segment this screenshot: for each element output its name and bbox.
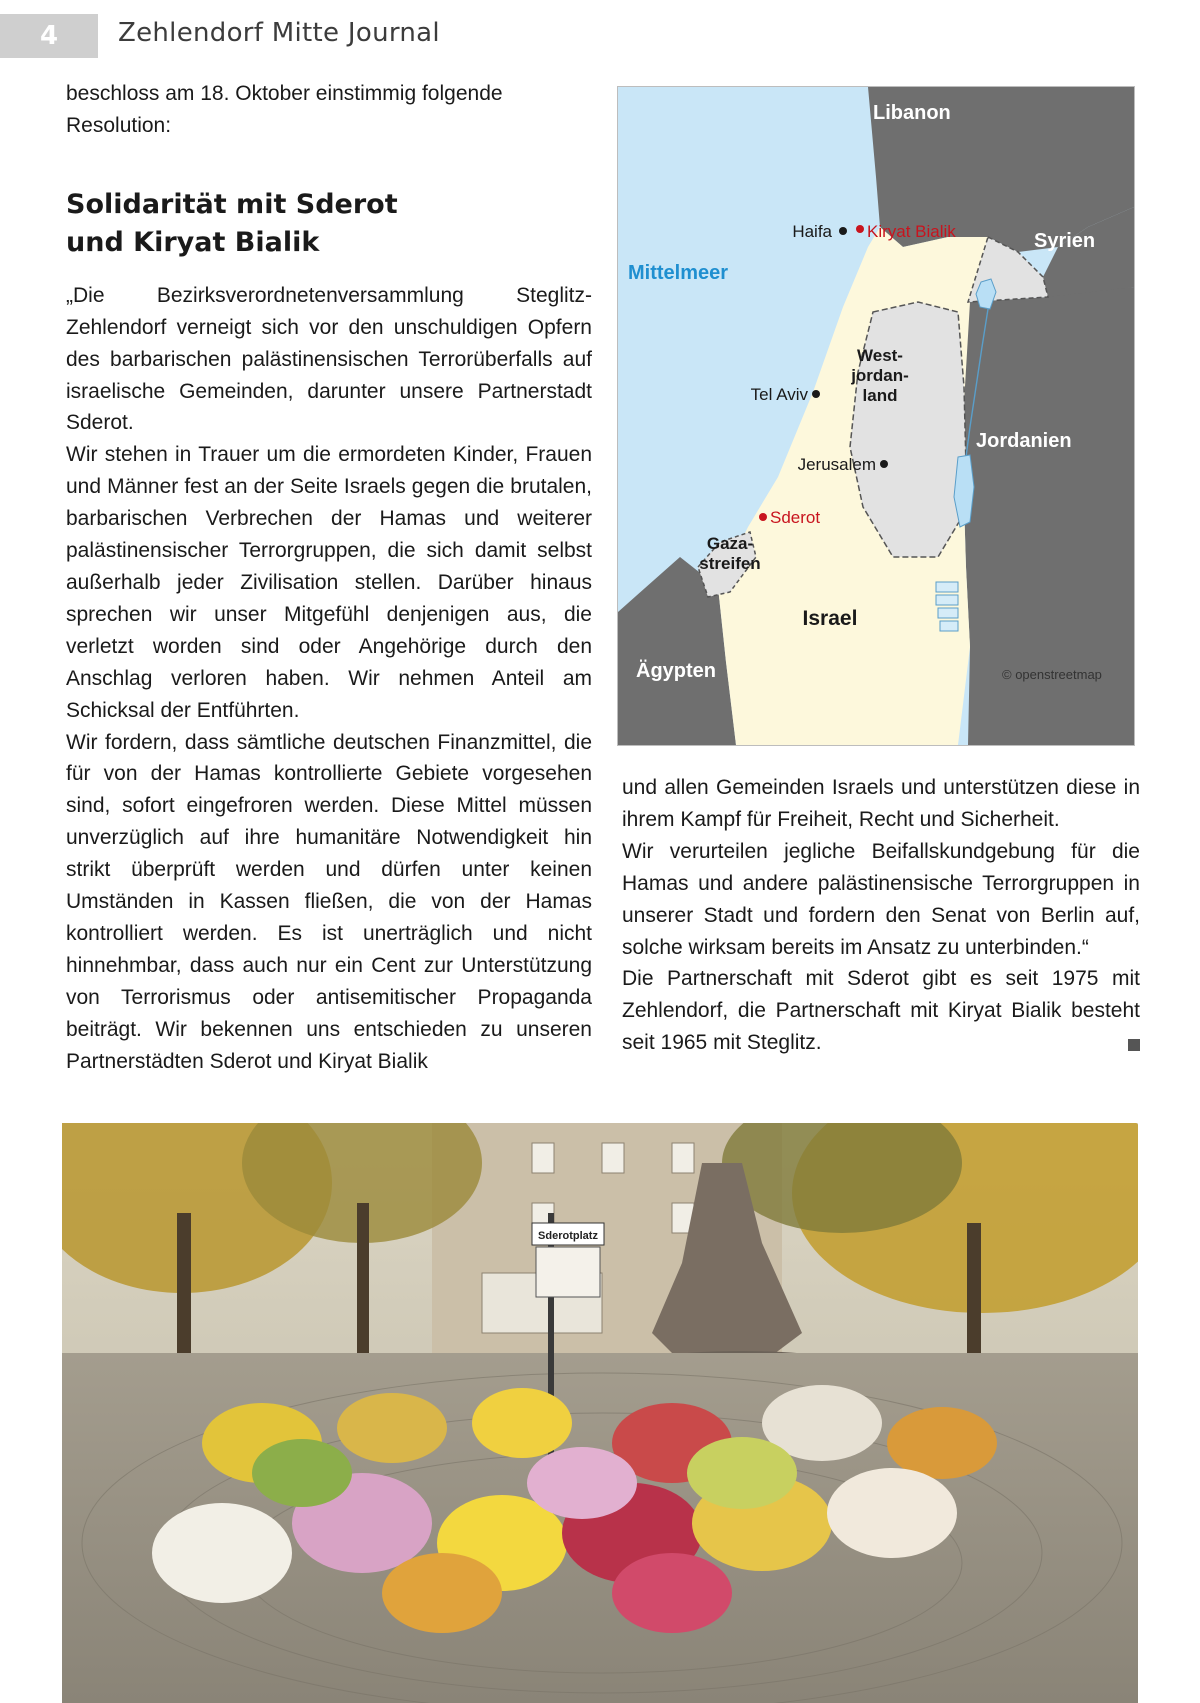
article-left-column [66, 78, 592, 1077]
journal-title: Zehlendorf Mitte Journal [118, 18, 440, 48]
sderotplatz-photo [62, 1123, 1138, 1703]
label-gaza-1: Gaza- [706, 534, 754, 553]
label-jerusalem: Jerusalem [797, 455, 876, 474]
label-kiryat-bialik: Kiryat Bialik [867, 222, 956, 241]
kiryat-bialik-dot [856, 225, 864, 233]
resolution-paragraph-4: Wir verurteilen jegliche Beifallskundgebung für die Hamas und andere palästinensische Terrorgruppen in unserer Stadt und fordern den Senat von Berlin auf, solche wirksam bereits im Ansatz zu unterbinden.“ [622, 839, 1140, 959]
resolution-paragraph-2: Wir stehen in Trauer um die ermordeten Kinder, Frauen und Männer fest an der Seite Israels gegen die brutalen, barbarischen Verbrechen der Hamas und weiterer palästinensischer Terrorgruppen, die sich damit selbst außerhalb jeder Zivilisation stellen. Darüber hinaus sprechen wir unser Mitgefühl denjenigen aus, die verletzt worden sind oder Angehörige durch den Anschlag verloren haben. Wir nehmen Anteil am Schicksal der Entführten. [66, 443, 592, 722]
label-tel-aviv: Tel Aviv [750, 385, 808, 404]
article-right-column [622, 772, 1140, 1059]
label-jordanien: Jordanien [976, 430, 1072, 452]
label-haifa: Haifa [792, 222, 832, 241]
resolution-paragraph-1: „Die Bezirksverordnetenversammlung Steglitz-Zehlendorf verneigt sich vor den unschuldigen Opfern des barbarischen palästinensischen Terrorüberfalls auf israelische Gemeinden, darunter unsere Partnerstadt Sderot. [66, 283, 592, 435]
sderot-dot [759, 513, 767, 521]
label-westjordanland-2: jordan- [851, 366, 909, 385]
partnership-paragraph [622, 963, 1140, 1059]
partnership-text: Die Partnerschaft mit Sderot gibt es seit 1975 mit Zehlendorf, die Partnerschaft mit Kiryat Bialik besteht seit 1965 mit Steglitz. [622, 967, 1140, 1055]
resolution-paragraph-3-continued: und allen Gemeinden Israels und unterstützen diese in ihrem Kampf für Freiheit, Recht und Sicherheit. [622, 776, 1140, 831]
heading-line-2: und Kiryat Bialik [66, 226, 320, 258]
article-heading [66, 186, 592, 262]
article-intro: beschloss am 18. Oktober einstimmig folgende Resolution: [66, 82, 503, 137]
end-of-article-icon [1128, 1039, 1140, 1051]
haifa-dot [839, 227, 847, 235]
tel-aviv-dot [812, 390, 820, 398]
heading-line-1: Solidarität mit Sderot [66, 188, 398, 220]
israel-map [617, 86, 1135, 746]
label-aegypten: Ägypten [636, 660, 716, 682]
jerusalem-dot [880, 460, 888, 468]
label-libanon: Libanon [873, 102, 951, 124]
label-israel: Israel [802, 607, 858, 630]
sign-text: Sderotplatz [538, 1230, 598, 1242]
resolution-paragraph-3: Wir fordern, dass sämtliche deutschen Finanzmittel, die für von der Hamas kontrollierte Gebiete vorgesehen sind, sofort eingefroren werden. Diese Mittel müssen unverzüglich auf ihre humanitäre Notwendigkeit hin strikt überprüft werden und dürfen unter keinen Umständen in Kassen fließen, die von der Hamas kontrolliert werden. Es ist unerträglich und nicht hinnehmbar, dass auch nur ein Cent zur Unterstützung von Terrorismus oder antisemitischer Propaganda beiträgt. Wir bekennen uns entschieden zu unseren Partnerstädten Sderot und Kiryat Bialik [66, 730, 592, 1073]
label-westjordanland-1: West- [857, 346, 903, 365]
label-mittelmeer: Mittelmeer [628, 262, 729, 284]
label-sderot: Sderot [770, 508, 821, 527]
label-gaza-2: streifen [699, 554, 761, 573]
label-credit: © openstreetmap [1002, 667, 1102, 682]
label-westjordanland-3: land [862, 386, 898, 405]
label-syrien: Syrien [1034, 230, 1096, 252]
page-number: 4 [0, 14, 98, 58]
